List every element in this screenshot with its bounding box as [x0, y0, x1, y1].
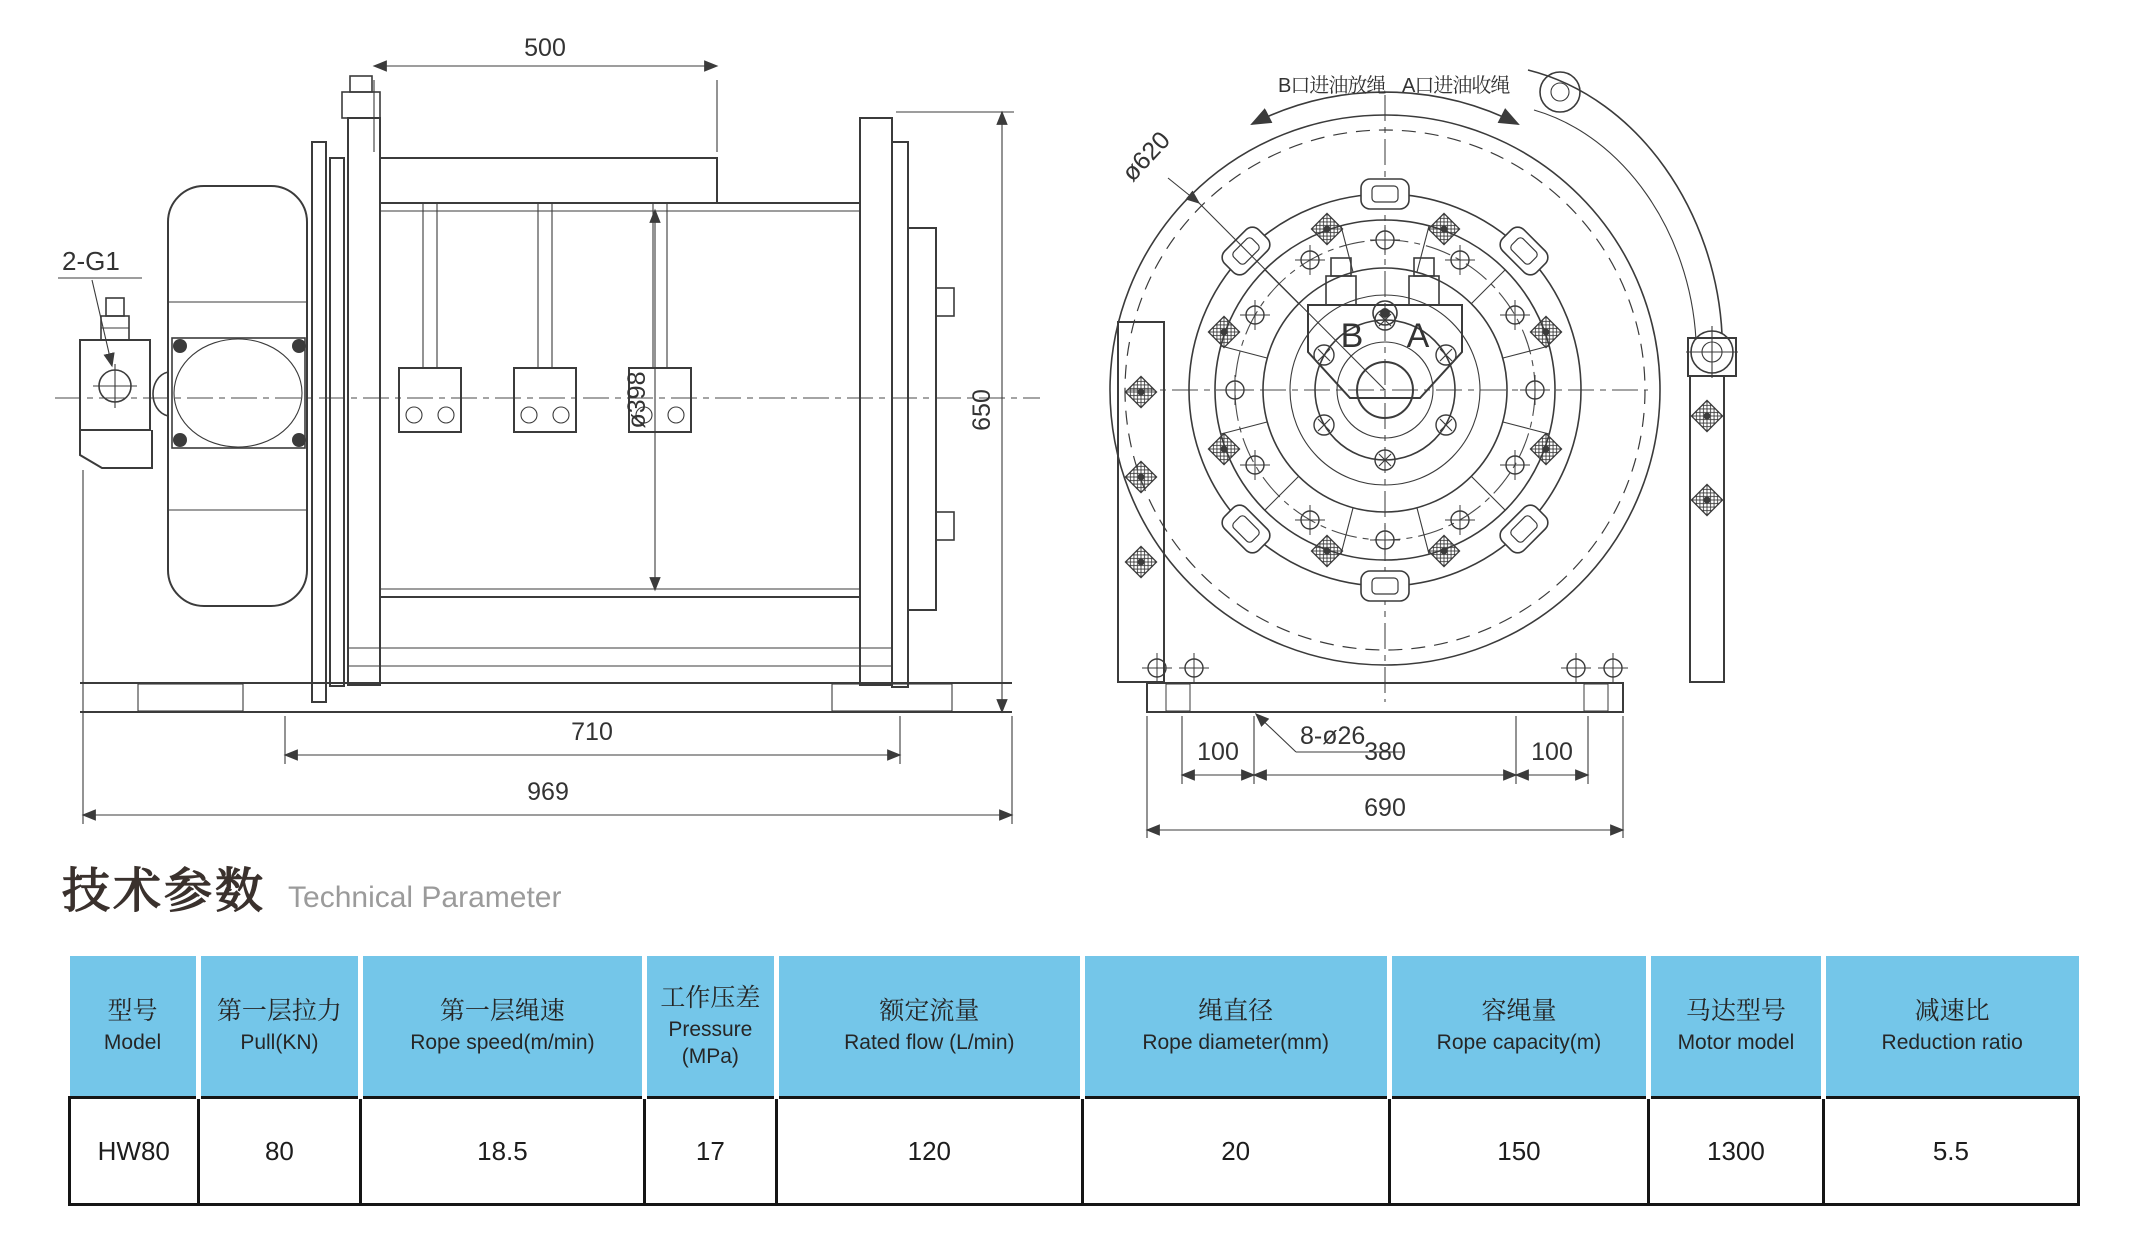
cell-rope-diameter: 20: [1082, 1098, 1389, 1205]
drum-flange-left: [348, 118, 380, 685]
drum-flange-right: [860, 118, 892, 685]
data-row-hw80: [70, 1098, 2079, 1205]
section-heading: [62, 852, 561, 921]
dim-base-width: 710: [571, 718, 613, 746]
header-row: [70, 956, 2079, 1098]
col-pressure: 工作压差 Pressure (MPa): [644, 956, 777, 1098]
col-rope-capacity: 容绳量 Rope capacity(m): [1389, 956, 1648, 1098]
motor-housing: [168, 186, 307, 606]
front-view: [1110, 70, 1738, 838]
dim-drum-diameter: ø398: [623, 371, 651, 429]
dim-right-offset: 100: [1531, 738, 1573, 766]
dim-flange-diameter: ø620: [1116, 126, 1176, 187]
port-letter-b: B: [1340, 317, 1364, 355]
cell-model: HW80: [70, 1098, 199, 1205]
port-b-label: B口进油放绳: [1278, 75, 1386, 97]
port-label: 2-G1: [62, 246, 120, 276]
technical-parameter-table: [68, 956, 2080, 1206]
col-rated-flow: 额定流量 Rated flow (L/min): [777, 956, 1082, 1098]
motor-flange-plate: [172, 338, 305, 448]
drum-top-plate: [380, 158, 717, 203]
dim-drum-length: 500: [524, 34, 566, 62]
dim-total-length: 969: [527, 778, 569, 806]
dim-height: 650: [968, 389, 996, 431]
dim-front-base: 690: [1364, 794, 1406, 822]
dim-left-offset: 100: [1197, 738, 1239, 766]
col-rope-diameter: 绳直径 Rope diameter(mm): [1082, 956, 1389, 1098]
rope-anchor-eyelet: [1540, 72, 1580, 112]
col-rope-speed: 第一层绳速 Rope speed(m/min): [361, 956, 644, 1098]
cell-rated-flow: 120: [777, 1098, 1082, 1205]
cell-reduction-ratio: 5.5: [1823, 1098, 2078, 1205]
dim-bolt-span: 380: [1364, 738, 1406, 766]
section-title-en: Technical Parameter: [288, 881, 562, 914]
dim-bolt-holes: 8-ø26: [1300, 722, 1366, 750]
cell-motor-model: 1300: [1649, 1098, 1824, 1205]
cell-pressure: 17: [644, 1098, 777, 1205]
col-motor-model: 马达型号 Motor model: [1649, 956, 1824, 1098]
col-pull: 第一层拉力 Pull(KN): [198, 956, 361, 1098]
foot-right: [832, 684, 952, 711]
cell-rope-capacity: 150: [1389, 1098, 1648, 1205]
cell-pull: 80: [198, 1098, 361, 1205]
port-letter-a: A: [1406, 317, 1430, 355]
port-a-label: A口进油收绳: [1402, 75, 1510, 97]
col-reduction-ratio: 减速比 Reduction ratio: [1823, 956, 2078, 1098]
side-view: [55, 34, 1040, 824]
col-model: 型号 Model: [70, 956, 199, 1098]
section-title-zh: 技术参数: [62, 865, 267, 918]
bearing-bracket: [908, 228, 936, 610]
foot-left: [138, 684, 243, 711]
cell-rope-speed: 18.5: [361, 1098, 644, 1205]
